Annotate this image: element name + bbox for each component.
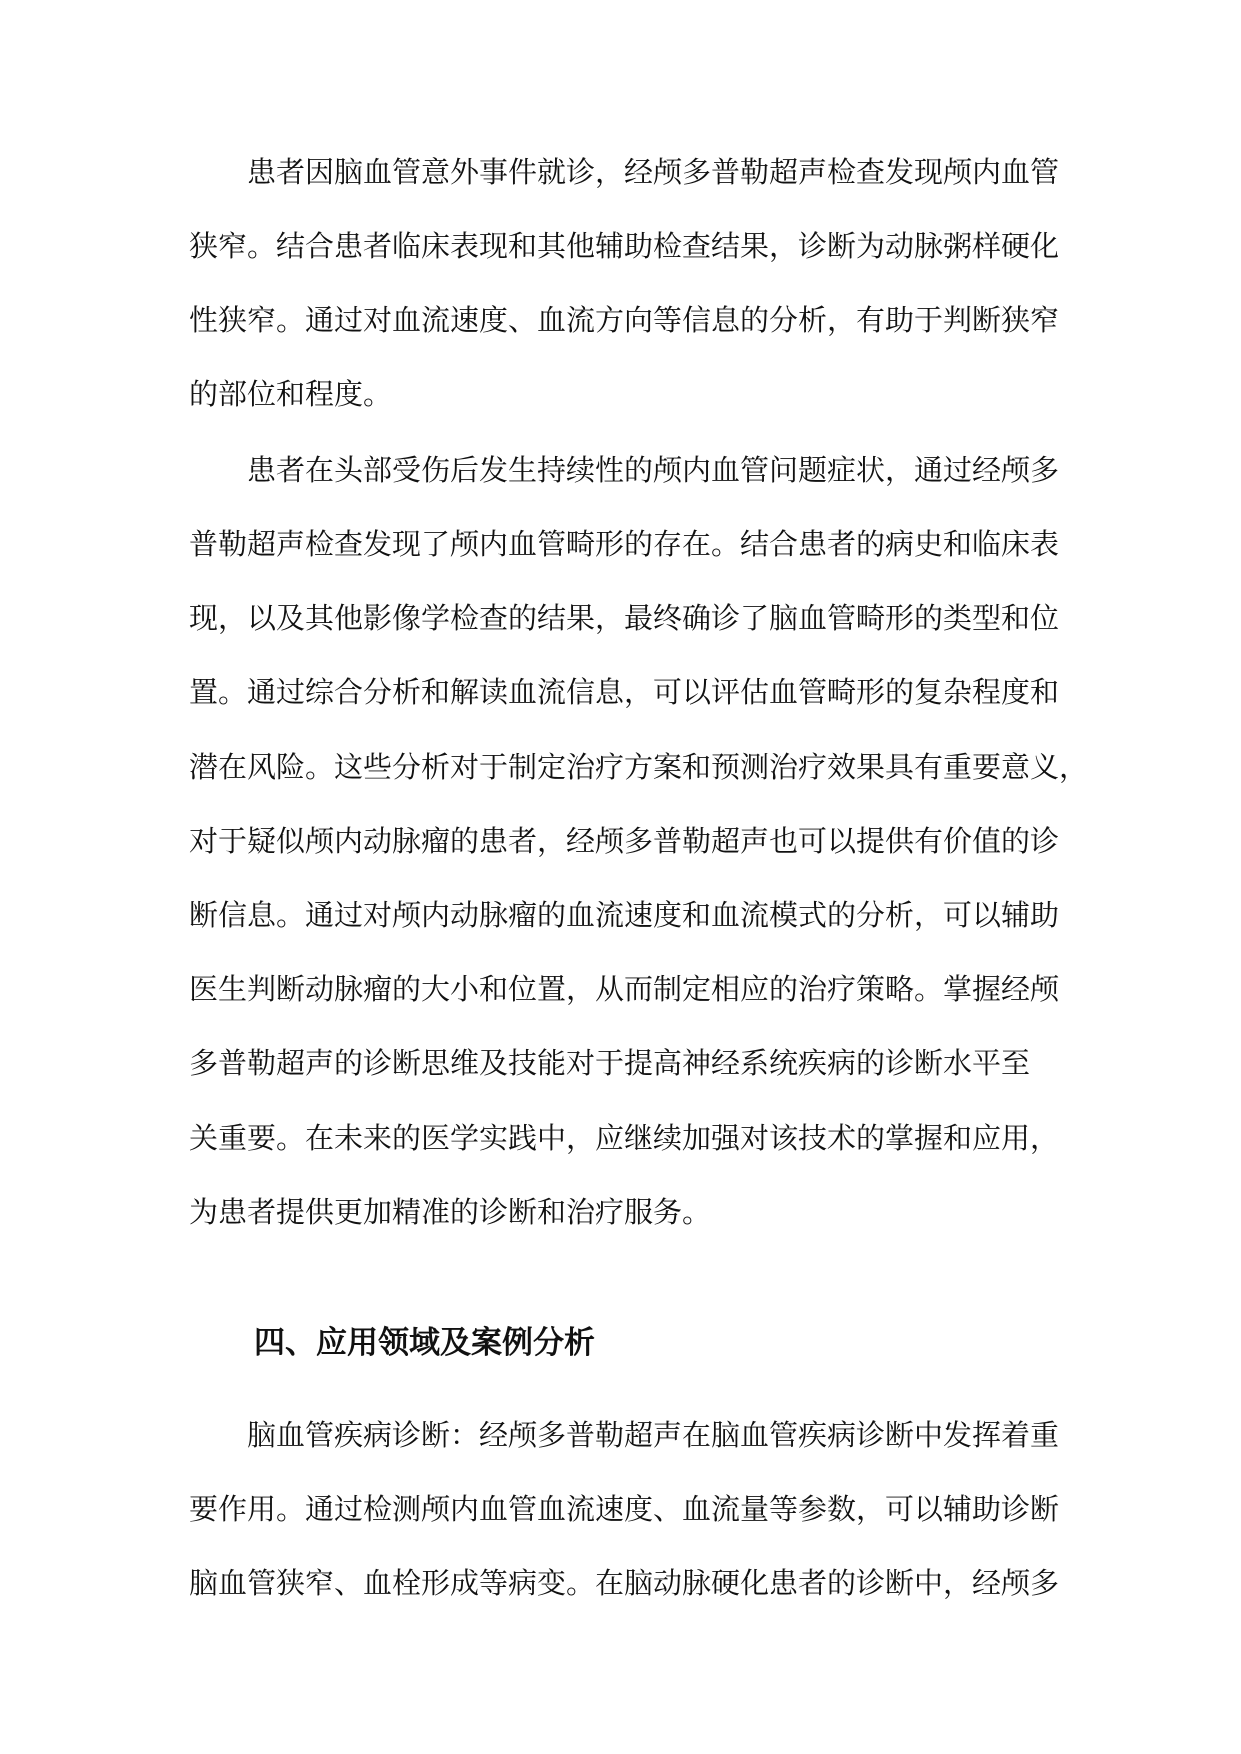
p1-line-3: 性狭窄。通过对血流速度、血流方向等信息的分析，有助于判断狭窄 — [189, 303, 1060, 337]
p2-line-8: 医生判断动脉瘤的大小和位置，从而制定相应的治疗策略。掌握经颅 — [189, 972, 1060, 1006]
p2-line-5: 潜在风险。这些分析对于制定治疗方案和预测治疗效果具有重要意义， — [189, 750, 1089, 784]
p2-line-9: 多普勒超声的诊断思维及技能对于提高神经系统疾病的诊断水平至 — [189, 1046, 1031, 1080]
p2-line-7: 断信息。通过对颅内动脉瘤的血流速度和血流模式的分析，可以辅助 — [189, 898, 1060, 932]
p2-line-10: 关重要。在未来的医学实践中，应继续加强对该技术的掌握和应用， — [189, 1121, 1060, 1155]
p3-line-3: 脑血管狭窄、血栓形成等病变。在脑动脉硬化患者的诊断中，经颅多 — [189, 1566, 1060, 1600]
p2-line-1: 患者在头部受伤后发生持续性的颅内血管问题症状，通过经颅多 — [247, 453, 1060, 487]
p1-line-4: 的部位和程度。 — [189, 377, 393, 411]
p1-line-2: 狭窄。结合患者临床表现和其他辅助检查结果，诊断为动脉粥样硬化 — [189, 229, 1060, 263]
p2-line-2: 普勒超声检查发现了颅内血管畸形的存在。结合患者的病史和临床表 — [189, 527, 1060, 561]
section-heading: 四、应用领域及案例分析 — [254, 1325, 595, 1361]
p2-line-11: 为患者提供更加精准的诊断和治疗服务。 — [189, 1195, 712, 1229]
p2-line-4: 置。通过综合分析和解读血流信息，可以评估血管畸形的复杂程度和 — [189, 675, 1060, 709]
p2-line-3: 现，以及其他影像学检查的结果，最终确诊了脑血管畸形的类型和位 — [189, 601, 1060, 635]
p3-line-1: 脑血管疾病诊断：经颅多普勒超声在脑血管疾病诊断中发挥着重 — [247, 1418, 1060, 1452]
p3-line-2: 要作用。通过检测颅内血管血流速度、血流量等参数，可以辅助诊断 — [189, 1492, 1060, 1526]
p1-line-1: 患者因脑血管意外事件就诊，经颅多普勒超声检查发现颅内血管 — [247, 155, 1060, 189]
p2-line-6: 对于疑似颅内动脉瘤的患者，经颅多普勒超声也可以提供有价值的诊 — [189, 824, 1060, 858]
